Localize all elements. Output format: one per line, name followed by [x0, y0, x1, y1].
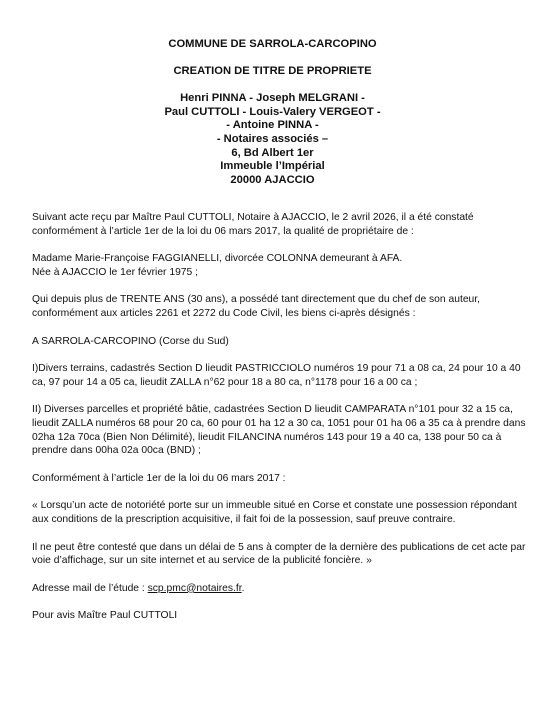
notice-body	[32, 211, 528, 637]
office-city-line: 20000 AJACCIO	[230, 173, 315, 186]
owner-birth: Née à AJACCIO le 1er février 1975 ;	[32, 266, 198, 278]
notice-header	[0, 38, 545, 187]
notaires-line-3: - Antoine PINNA -	[226, 119, 319, 132]
law-reference: Conformément à l’article 1er de la loi du 06 mars 2017 :	[32, 472, 286, 484]
owner-name: Madame Marie-Françoise FAGGIANELLI, divorcée COLONNA demeurant à AFA.	[32, 253, 403, 265]
commune-title: COMMUNE DE SARROLA-CARCOPINO	[168, 38, 377, 50]
possession-paragraph: Qui depuis plus de TRENTE ANS (30 ans), a possédé tant directement que du chef de son auteur, conformément aux articles 2261 et 2272 du Code Civil, les biens ci-après désignés :	[32, 294, 480, 319]
owner-paragraph	[32, 252, 528, 279]
notaires-line-1: Henri PINNA - Joseph MELGRANI -	[180, 92, 365, 105]
notaires-line-4: - Notaires associés –	[216, 132, 329, 145]
email-paragraph	[32, 582, 528, 596]
email-label: Adresse mail de l’étude :	[32, 582, 148, 594]
deed-paragraph: Suivant acte reçu par Maître Paul CUTTOLI, Notaire à AJACCIO, le 2 avril 2026, il a été constaté conformément à l’article 1er de la loi du 06 mars 2017, la qualité de propriétaire de :	[32, 212, 474, 237]
notice-title: CREATION DE TITRE DE PROPRIETE	[173, 64, 372, 77]
email-link[interactable]: scp.pmc@notaires.fr	[147, 582, 242, 594]
parcels-paragraph-2: II) Diverses parcelles et propriété bâtie, cadastrées Section D lieudit CAMPARATA n°101 pour 32 a 15 ca, lieudit ZALLA numéros 68 pour 20 ca, 60 pour 01 ha 12 a 30 ca, 1051 pour 01 ha 06 a 35 ca à prendre dans 02ha 12a 70ca (Bien Non Délimité), lieudit FILANCINA numéros 143 pour 19 a 40 ca, 138 pour 50 ca à prendre dans 00ha 02a 00ca (BND) ;	[32, 404, 526, 457]
notaires-line-2: Paul CUTTOLI - Louis-Valery VERGEOT -	[164, 105, 381, 118]
law-quote-2: Il ne peut être contesté que dans un délai de 5 ans à compter de la dernière des publications de cet acte par voie d’affichage, sur un site internet et au service de la publicité foncière. »	[32, 541, 526, 567]
office-address-line: 6, Bd Albert 1er	[231, 146, 314, 159]
office-building-line: Immeuble l’Impérial	[220, 160, 325, 173]
law-quote-1: « Lorsqu’un acte de notoriété porte sur un immeuble situé en Corse et constate une possession répondant aux conditions de la prescription acquisitive, il fait foi de la possession, sauf preuve contraire.	[32, 500, 517, 525]
email-suffix: .	[241, 582, 245, 594]
parcels-paragraph-1: I)Divers terrains, cadastrés Section D lieudit PASTRICCIOLO numéros 19 pour 71 a 08 ca, 24 pour 10 a 40 ca, 97 pour 14 a 05 ca, lieudit ZALLA n°62 pour 18 a 80 ca, n°1178 pour 16 a 00 ca ;	[32, 363, 521, 388]
location-paragraph: A SARROLA-CARCOPINO (Corse du Sud)	[32, 335, 229, 347]
signature: Pour avis Maître Paul CUTTOLI	[32, 610, 178, 622]
